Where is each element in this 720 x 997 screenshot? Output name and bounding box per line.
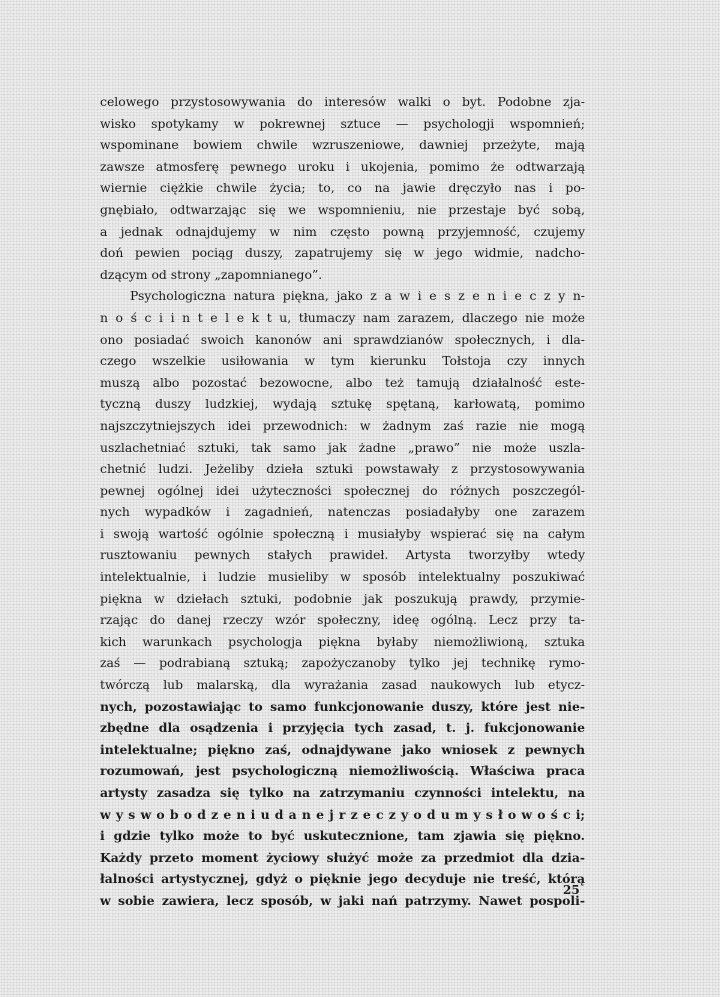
text-line: Każdy przeto moment życiowy służyć może za przedmiot dla dzia-: [100, 849, 585, 865]
text-line: doń pewien pociąg duszy, zapatrujemy się w jego widmie, nadcho-: [100, 245, 585, 261]
text-line: dzącym od strony „zapomnianego”.: [100, 266, 323, 282]
text-line: tyczną duszy ludzkiej, wydają sztukę spętaną, karłowatą, pomimo: [100, 396, 585, 412]
text-line: zbędne dla osądzenia i przyjęcia tych zasad, t. j. fukcjonowanie: [100, 720, 585, 736]
text-line: n o ś c i i n t e l e k t u, tłumaczy nam zarazem, dlaczego nie może: [100, 309, 585, 325]
text-line: artysty zasadza się tylko na zatrzymaniu czynności intelektu, na: [100, 785, 585, 800]
text-line: w y s w o b o d z e n i u d a n e j r z e c z y o d u m y s ł o w o ś c i;: [100, 806, 585, 822]
text-line: muszą albo pozostać bezowocne, albo też tamują działalność este-: [100, 374, 585, 390]
text-line: rozumowań, jest psychologiczną niemożliwością. Właściwa praca: [100, 763, 585, 779]
text-line: w sobie zawiera, lecz sposób, w jaki nań patrzymy. Nawet pospoli-: [100, 892, 585, 908]
page-number: 25: [563, 883, 580, 897]
text-line: intelektualnie, i ludzie musieliby w sposób intelektualny poszukiwać: [100, 569, 585, 585]
text-line: wspominane bowiem chwile wzruszeniowe, dawniej przeżyte, mają: [100, 137, 585, 153]
text-line: i gdzie tylko może to być uskutecznione, tam zjawia się piękno.: [100, 828, 585, 844]
text-line: rusztowaniu pewnych stałych prawideł. Artysta tworzyłby wtedy: [100, 547, 585, 563]
text-line: pewnej ogólnej idei użyteczności społecznej do różnych poszczegól-: [100, 482, 585, 498]
text-line: łalności artystycznej, gdyż o pięknie jego decyduje nie treść, którą: [100, 871, 585, 887]
text-line: ono posiadać swoich kanonów ani sprawdzianów społecznych, i dla-: [100, 331, 585, 347]
text-line: zaś — podrabianą sztuką; zapożyczanoby tylko jej technikę rymo-: [100, 655, 585, 671]
text-line: najszczytniejszych idei przewodnich: w żadnym zaś razie nie mogą: [100, 417, 585, 433]
text-line: rzając do danej rzeczy wzór społeczny, ideę ogólną. Lecz przy ta-: [100, 612, 585, 628]
body-text: [100, 91, 585, 912]
text-line: piękna w dziełach sztuki, podobnie jak poszukują prawdy, przymie-: [100, 590, 585, 606]
text-line: i swoją wartość ogólnie społeczną i musiałyby wspierać się na całym: [100, 525, 585, 541]
text-line: twórczą lub malarską, dla wyrażania zasad naukowych lub etycz-: [100, 677, 585, 693]
text-line: wiernie ciężkie chwile życia; to, co na jawie dręczyło nas i po-: [100, 180, 585, 196]
text-line: zawsze atmosferę pewnego uroku i ukojenia, pomimo że odtwarzają: [100, 158, 585, 174]
text-line: intelektualne; piękno zaś, odnajdywane jako wniosek z pewnych: [100, 741, 585, 757]
text-line: uszlachetniać sztuki, tak samo jak żadne „prawo” nie może uszla-: [100, 439, 585, 455]
text-line: czego wszelkie usiłowania w tym kierunku Tołstoja czy innych: [100, 353, 585, 369]
text-line: wisko spotykamy w pokrewnej sztuce — psychologji wspomnień;: [100, 115, 585, 131]
text-line: chetnić ludzi. Jeżeliby dzieła sztuki powstawały z przystosowywania: [100, 461, 585, 477]
text-line: celowego przystosowywania do interesów walki o byt. Podobne zja-: [100, 94, 585, 109]
text-line: kich warunkach psychologja piękna byłaby niemożliwioną, sztuka: [100, 633, 585, 649]
text-line: nych, pozostawiając to samo funkcjonowanie duszy, które jest nie-: [100, 698, 585, 714]
text-line: a jednak odnajdujemy w nim często powną przyjemność, czujemy: [100, 223, 585, 239]
text-line: nych wypadków i zagadnień, natenczas posiadałyby one zarazem: [100, 504, 585, 520]
text-line: gnębiało, odtwarzając się we wspomnieniu, nie przestaje być sobą,: [100, 201, 585, 217]
paragraph-start-line: Psychologiczna natura piękna, jako z a w i e s z e n i e c z y n-: [130, 288, 585, 304]
